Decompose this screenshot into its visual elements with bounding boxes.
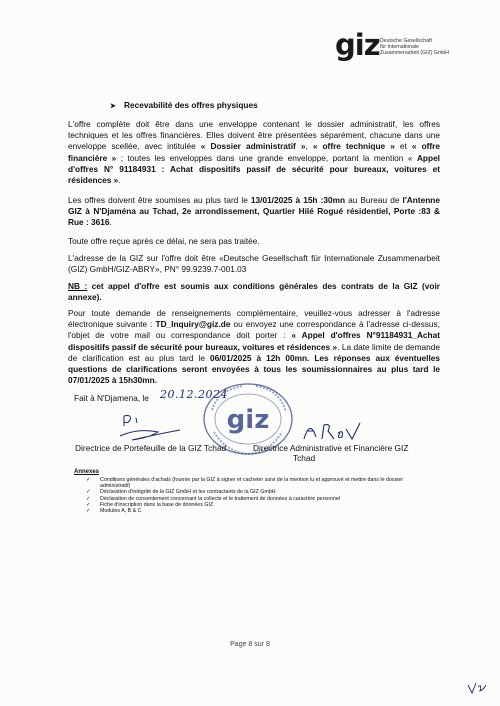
list-item: ✓ Modules A, B & C [86, 508, 142, 515]
initials-mark [466, 679, 488, 697]
arrow-bullet-icon: ➤ [110, 103, 116, 110]
check-icon: ✓ [86, 489, 91, 496]
paragraph-inquiry: Pour toute demande de renseignements complémentaire, veuillez-vous adresser à l'adresse électronique suivante : TD_Inquiry@giz.de ou envoyez une correspondance à l'adresse ci-dessus, l'objet de votre mail ou correspondance doit porter : « Appel d'offres N°91184931_Achat dispositifs passif de sécurité pour bureaux, voitures et résidences ». La date limite de demande de clarification est au plus tard le 06/01/2025 à 12h 00mn. Les réponses aux éventuelles questions de clarifications seront envoyées à tous les soumissionnaires au plus tard le 07/01/2025 à 15h30mn. [68, 308, 440, 386]
annexes-list [84, 477, 424, 514]
list-item: ✓ Conditions générales d'achats (fournie par la GIZ à signer et cacheter suivi de la mention lu et approuvé et mettre dans le dossier administratif) [86, 477, 404, 490]
paragraph-nb: NB : cet appel d'offre est soumis aux conditions générales des contrats de la GIZ (voir annexe). [68, 281, 440, 303]
annexes-title: Annexes [74, 469, 100, 475]
check-icon: ✓ [86, 508, 91, 515]
paragraph-envelope: L'offre complète doit être dans une enveloppe contenant le dossier administratif, les offres techniques et les offres financières. Elles doivent être présentées séparément, chacune dans une enveloppe scellée, avec intitulée « Dossier administratif », « offre technique » et « offre financière » ; toutes les enveloppes dans une grande enveloppe, portant la mention « Appel d'offres N° 91184931 : Achat dispositifs passif de sécurité pour bureaux, voitures et résidences ». [68, 119, 441, 186]
logo-mark: giz [335, 28, 380, 62]
paragraph-address: L'adresse de la GIZ sur l'offre doit être «Deutsche Gesellschaft für Internationale Zusammenarbeit (GIZ) GmbH/GIZ-ABRY», PN° 99.9239.7-001.03 [68, 253, 440, 275]
giz-logo [335, 28, 475, 62]
list-item: ✓ Déclaration d'intégrité de la GIZ GmbH et les contractants de la GIZ GmbH [86, 489, 276, 496]
check-icon: ✓ [86, 495, 91, 502]
place-date-label: Fait à N'Djamena, le [74, 393, 149, 403]
check-icon: ✓ [86, 501, 91, 508]
stamp-logo: giz [226, 405, 270, 435]
signature-right [300, 415, 390, 445]
handwritten-date: 20.12.2024 [160, 388, 228, 401]
section-heading: ➤ Recevabilité des offres physiques [110, 100, 258, 110]
logo-text: Deutsche Gesellschaft für Internationale Zusammenarbeit (GIZ) GmbH [380, 38, 449, 56]
signatory-left-title: Directrice de Portefeuille de la GIZ Tchad [75, 443, 227, 453]
page-number: Page 8 sur 8 [230, 641, 270, 648]
signatory-right-title: Directrice Administrative et Financière GIZ Tchad [253, 443, 409, 463]
check-icon: ✓ [86, 477, 91, 483]
email-link[interactable]: TD_Inquiry@giz.de [155, 319, 231, 330]
list-item: ✓ Déclaration de consentement concernant la collecte et le traitement de données à caractère personnel [86, 495, 340, 502]
paragraph-late-offers: Toute offre reçue après ce délai, ne sera pas traitée. [68, 236, 260, 246]
signature-left [118, 410, 188, 444]
list-item: ✓ Fiche d'inscription dans la base de données GIZ [86, 501, 214, 508]
paragraph-deadline: Les offres doivent être soumises au plus tard le 13/01/2025 à 15h :30mn au Bureau de l'Antenne GIZ à N'Djaména au Tchad, 2e arrondissement, Quartier Hilé Rogué résidentiel, Porte :83 & Rue : 3616. [68, 195, 440, 228]
